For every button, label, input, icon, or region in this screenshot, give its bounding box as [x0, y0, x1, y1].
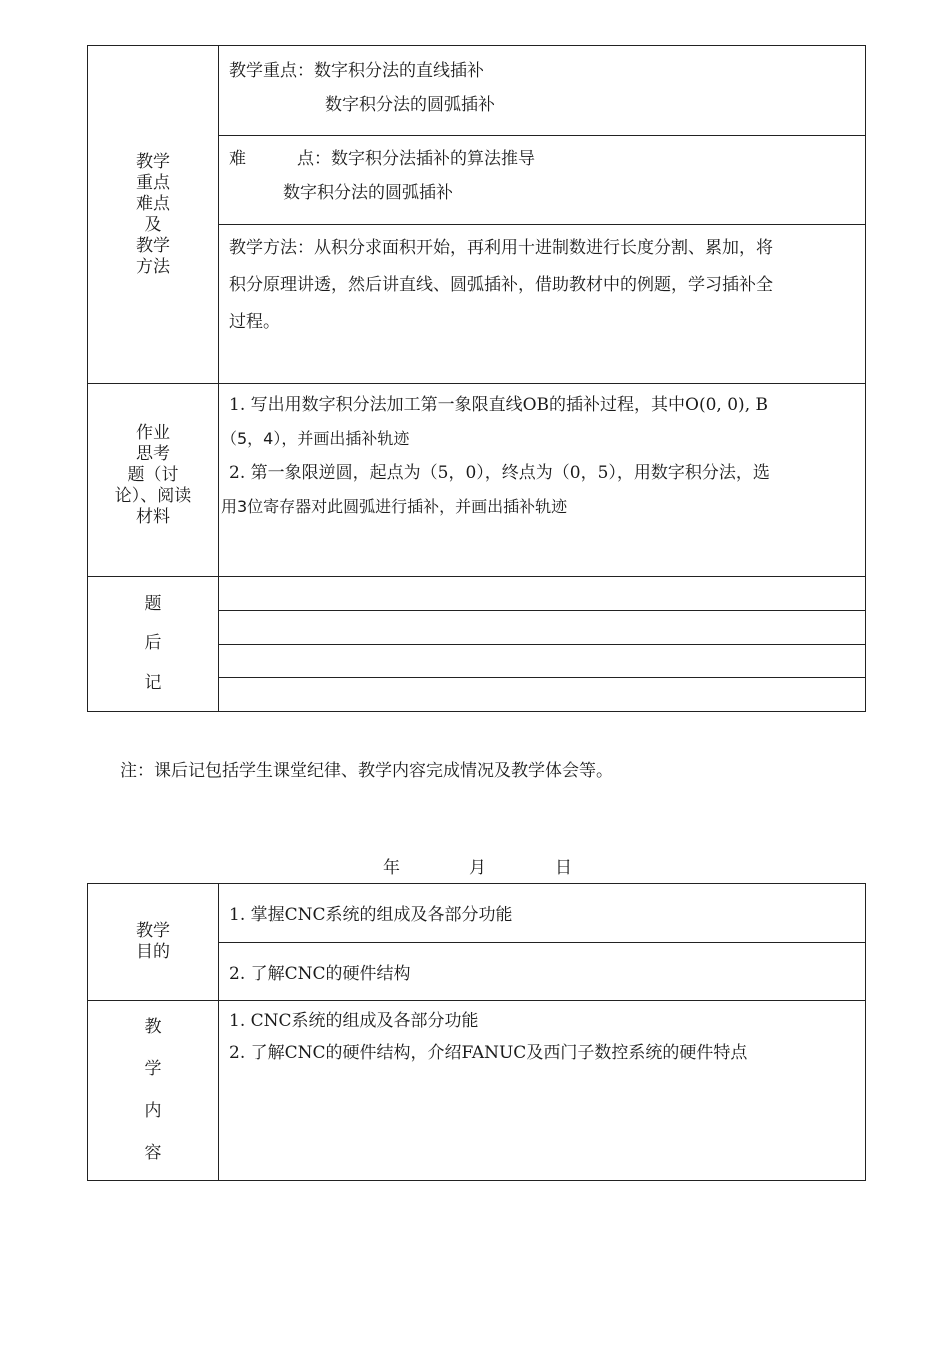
homework-q1-line: 1. 写出用数字积分法加工第一象限直线OB的插补过程，其中O(0, 0), B [229, 395, 768, 415]
homework-row [88, 383, 865, 576]
homework-q2-line: 2. 第一象限逆圆，起点为（5，0），终点为（0，5），用数字积分法，选 [229, 463, 770, 483]
homework-q2-line: 用3位寄存器对此圆弧进行插补，并画出插补轨迹 [221, 497, 568, 516]
label-char: 题 [144, 594, 162, 615]
content-row [88, 1000, 865, 1180]
key-points-row [88, 46, 865, 383]
label-line: 论）、阅读 [114, 485, 192, 506]
content-line: 1. CNC系统的组成及各部分功能 [229, 1011, 479, 1031]
date-month: 月 [469, 858, 486, 878]
date-year: 年 [383, 858, 400, 878]
label-line: 作业 [136, 422, 170, 443]
key-points-label [88, 46, 219, 383]
after-class-notes-row [88, 576, 865, 711]
key-point-line: 数字积分法的圆弧插补 [325, 95, 495, 115]
label-char: 教 [144, 1017, 162, 1038]
label-line: 题（讨 [127, 464, 179, 485]
notes-line-cell[interactable] [219, 577, 865, 610]
objective-line: 2. 了解CNC的硬件结构 [229, 963, 411, 984]
method-line: 教学方法：从积分求面积开始，再利用十进制数进行长度分割、累加，将 [229, 238, 773, 258]
notes-line-cell[interactable] [219, 610, 865, 644]
label-line: 材料 [136, 506, 170, 527]
lesson-plan-table [87, 45, 866, 712]
label-line: 方法 [136, 256, 170, 277]
date-day: 日 [555, 858, 572, 878]
key-point-line: 教学重点：数字积分法的直线插补 [229, 61, 484, 81]
difficulty-line: 难 点：数字积分法插补的算法推导 [229, 149, 535, 169]
method-cell [219, 224, 865, 383]
notes-line-cell[interactable] [219, 644, 865, 678]
label-line: 目的 [136, 942, 170, 962]
method-line: 过程。 [229, 312, 280, 332]
label-char: 内 [144, 1100, 162, 1121]
homework-q1-line: （5，4），并画出插补轨迹 [221, 429, 410, 448]
content-label [88, 1001, 219, 1180]
homework-label [88, 384, 219, 576]
label-char: 容 [144, 1142, 162, 1163]
footnote: 注：课后记包括学生课堂纪律、教学内容完成情况及教学体会等。 [120, 761, 613, 781]
lesson-objectives-table [87, 883, 866, 1181]
label-char: 后 [144, 633, 162, 654]
objective-line: 1. 掌握CNC系统的组成及各部分功能 [229, 905, 513, 926]
label-line: 重点 [136, 172, 170, 193]
label-line: 教学 [136, 151, 170, 172]
objectives-label [88, 884, 219, 1000]
label-line: 教学 [136, 235, 170, 256]
label-line: 难点 [136, 193, 170, 214]
label-line: 教学 [136, 921, 170, 941]
after-class-notes-label [88, 577, 219, 711]
method-line: 积分原理讲透，然后讲直线、圆弧插补，借助教材中的例题，学习插补全 [229, 275, 773, 295]
content-cell [219, 1001, 865, 1180]
label-char: 学 [144, 1059, 162, 1080]
objectives-row [88, 884, 865, 1000]
difficulty-line: 数字积分法的圆弧插补 [283, 183, 453, 203]
label-line: 及 [144, 214, 162, 235]
notes-line-cell[interactable] [219, 677, 865, 711]
homework-cell [219, 384, 865, 576]
label-char: 记 [144, 672, 162, 693]
content-line: 2. 了解CNC的硬件结构，介绍FANUC及西门子数控系统的硬件特点 [229, 1043, 748, 1063]
objective-cell [219, 884, 865, 942]
difficulties-cell [219, 135, 865, 224]
key-points-cell [219, 46, 865, 135]
label-line: 思考 [136, 443, 170, 464]
objective-cell [219, 942, 865, 1001]
